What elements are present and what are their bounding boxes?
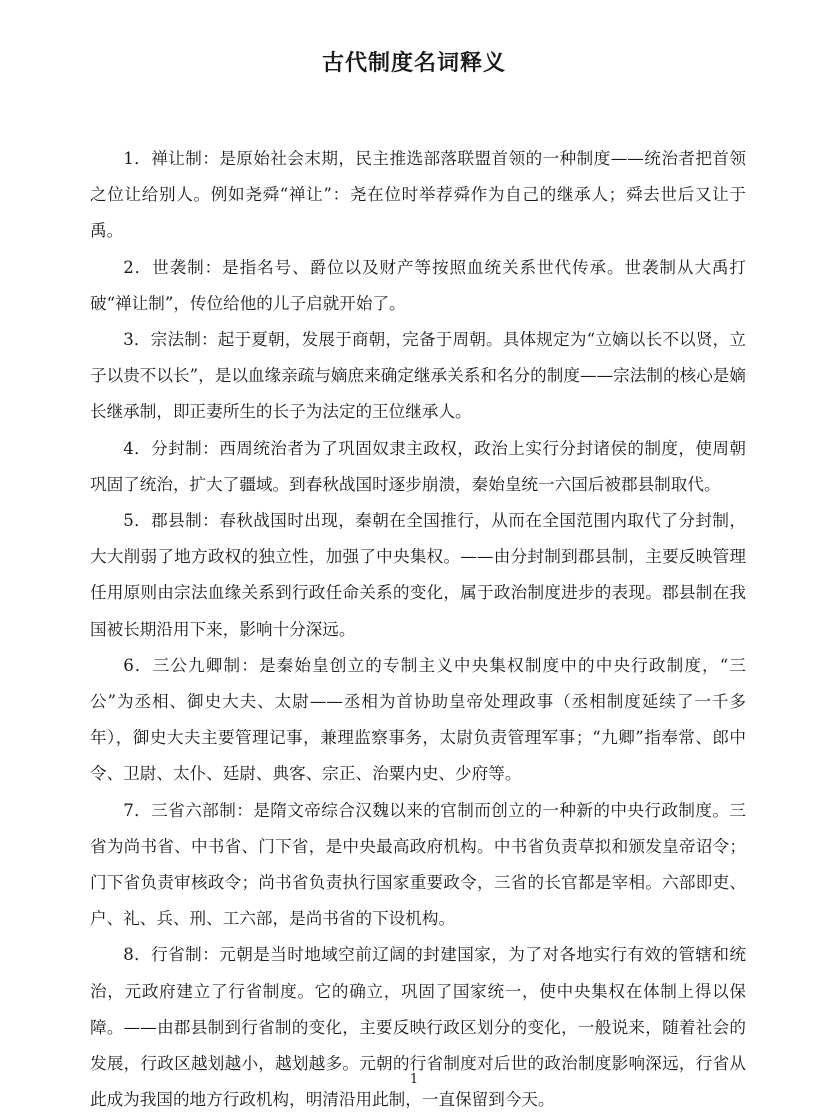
paragraph-patriarchal-clan-system: 3．宗法制：起于夏朝，发展于商朝，完备于周朝。具体规定为“立嫡以长不以贤，立子以贵不以长”，是以血缘亲疏与嫡庶来确定继承关系和名分的制度——宗法制的核心是嫡长继承制，即正妻所生的长子为法定的王位继承人。 bbox=[90, 330, 746, 422]
document-title: 古代制度名词释义 bbox=[321, 50, 506, 76]
paragraph-enfeoffment-system: 4．分封制：西周统治者为了巩固奴隶主政权，政治上实行分封诸侯的制度，使周朝巩固了统治，扩大了疆域。到春秋战国时逐步崩溃，秦始皇统一六国后被郡县制取代。 bbox=[90, 438, 746, 494]
paragraph-prefecture-county-system: 5．郡县制：春秋战国时出现，秦朝在全国推行，从而在全国范围内取代了分封制，大大削弱了地方政权的独立性，加强了中央集权。——由分封制到郡县制，主要反映管理任用原则由宗法血缘关系到行政任命关系的变化，属于政治制度进步的表现。郡县制在我国被长期沿用下来，影响十分深远。 bbox=[90, 511, 746, 639]
paragraph-abdication-system: 1．禅让制：是原始社会末期，民主推选部落联盟首领的一种制度——统治者把首领之位让给别人。例如尧舜“禅让”：尧在位时举荐舜作为自己的继承人；舜去世后又让于禹。 bbox=[90, 149, 746, 241]
paragraph-three-departments-six-ministries: 7．三省六部制：是隋文帝综合汉魏以来的官制而创立的一种新的中央行政制度。三省为尚书省、中书省、门下省，是中央最高政府机构。中书省负责草拟和颁发皇帝诏令；门下省负责审核政令；尚书省负责执行国家重要政令，三省的长官都是宰相。六部即吏、户、礼、兵、刑、工六部，是尚书省的下设机构。 bbox=[90, 800, 746, 929]
paragraph-province-system: 8．行省制：元朝是当时地域空前辽阔的封建国家，为了对各地实行有效的管辖和统治，元政府建立了行省制度。它的确立，巩固了国家统一，使中央集权在体制上得以保障。——由郡县制到行省制的变化，主要反映行政区划分的变化，一般说来，随着社会的发展，行政区越划越小，越划越多。元朝的行省制度对后世的政治制度影响深远，行省从此成为我国的地方行政机构，明清沿用此制，一直保留到今天。 bbox=[90, 945, 746, 1110]
paragraph-hereditary-system: 2．世袭制：是指名号、爵位以及财产等按照血统关系世代传承。世袭制从大禹打破“禅让制”，传位给他的儿子启就开始了。 bbox=[90, 257, 746, 313]
document-body bbox=[90, 141, 746, 1118]
page-number: 1 bbox=[409, 1072, 419, 1087]
paragraph-three-lords-nine-ministers: 6．三公九卿制：是秦始皇创立的专制主义中央集权制度中的中央行政制度，“三公”为丞相、御史大夫、太尉——丞相为首协助皇帝处理政事（丞相制度延续了一千多年），御史大夫主要管理记事，兼理监察事务，太尉负责管理军事；“九卿”指奉常、郎中令、卫尉、太仆、廷尉、典客、宗正、治粟内史、少府等。 bbox=[90, 655, 746, 784]
